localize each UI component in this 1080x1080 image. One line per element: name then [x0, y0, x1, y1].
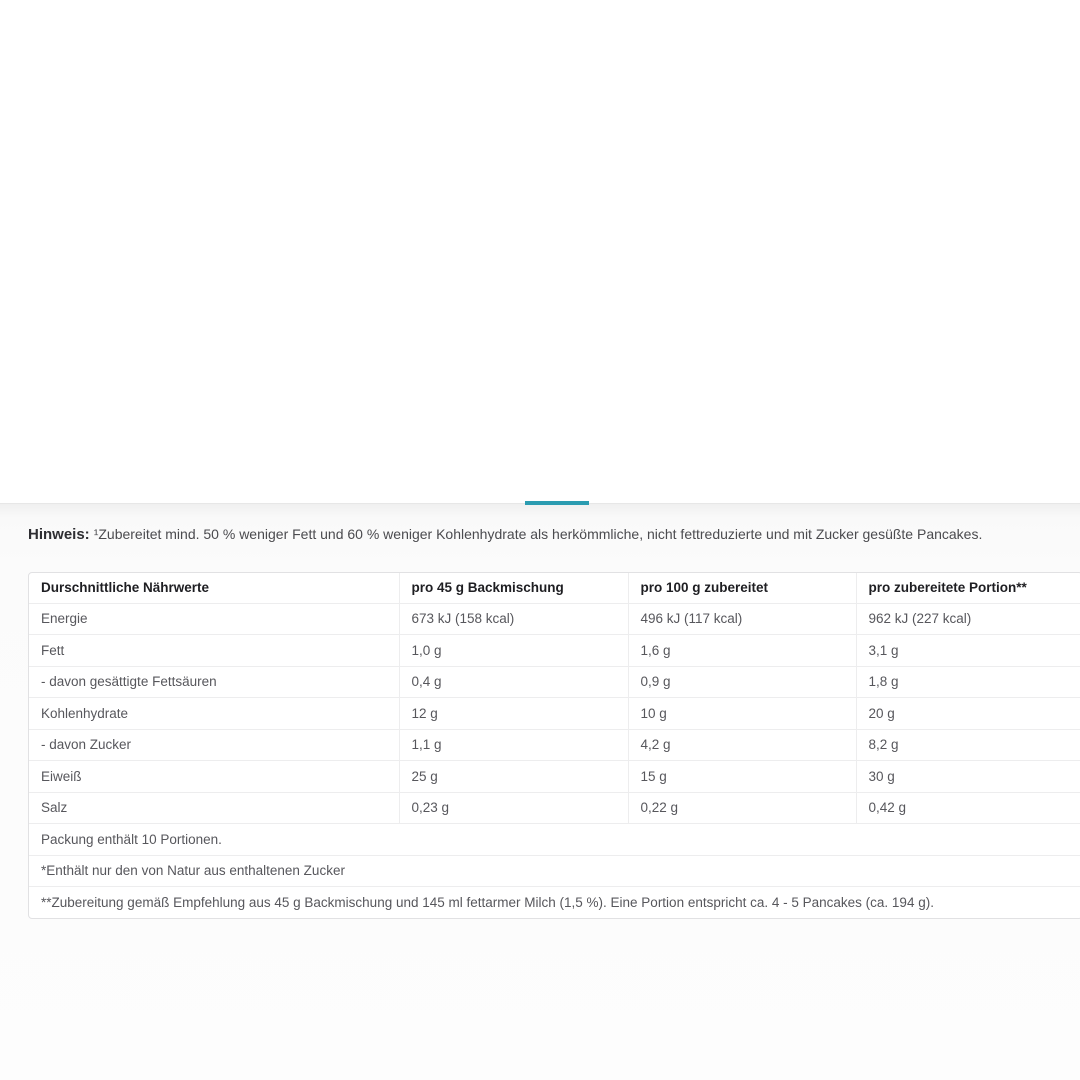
cell-value: 10 g	[628, 698, 856, 730]
cell-value: 1,6 g	[628, 635, 856, 667]
cell-value: 8,2 g	[856, 729, 1080, 761]
col-header-per-100g: pro 100 g zubereitet	[628, 573, 856, 603]
table-row-energie	[29, 603, 1080, 635]
table-footnote-row	[29, 824, 1080, 856]
active-tab-indicator[interactable]	[525, 501, 589, 505]
cell-value: 12 g	[399, 698, 628, 730]
table-footnote-row	[29, 855, 1080, 887]
row-label: Salz	[29, 792, 399, 824]
col-header-per-45g: pro 45 g Backmischung	[399, 573, 628, 603]
footnote-preparation: **Zubereitung gemäß Empfehlung aus 45 g Backmischung und 145 ml fettarmer Milch (1,5 %). Eine Portion entspricht ca. 4 - 5 Pancakes (ca. 194 g).	[41, 895, 934, 910]
hinweis-note	[28, 525, 1058, 544]
cell-value: 20 g	[856, 698, 1080, 730]
table-row-salz	[29, 792, 1080, 824]
row-label: - davon gesättigte Fettsäuren	[29, 666, 399, 698]
hinweis-label: Hinweis:	[28, 526, 90, 543]
cell-value: 0,42 g	[856, 792, 1080, 824]
cell-value: 30 g	[856, 761, 1080, 793]
cell-value: 25 g	[399, 761, 628, 793]
cell-value: 673 kJ (158 kcal)	[399, 603, 628, 635]
col-header-per-portion: pro zubereitete Portion**	[856, 573, 1080, 603]
cell-value: 962 kJ (227 kcal)	[856, 603, 1080, 635]
row-label: Kohlenhydrate	[29, 698, 399, 730]
cell-value: 4,2 g	[628, 729, 856, 761]
nutrition-table-card	[28, 572, 1080, 919]
footnote-portions: Packung enthält 10 Portionen.	[29, 824, 1080, 856]
cell-value: 496 kJ (117 kcal)	[628, 603, 856, 635]
hinweis-text: ¹Zubereitet mind. 50 % weniger Fett und 60 % weniger Kohlenhydrate als herkömmliche, nicht fettreduzierte und mit Zucker gesüßte Pancakes.	[93, 526, 983, 542]
row-label: Energie	[29, 603, 399, 635]
nutrition-table	[29, 573, 1080, 918]
cell-value: 1,0 g	[399, 635, 628, 667]
cell-value: 0,22 g	[628, 792, 856, 824]
cell-value: 1,1 g	[399, 729, 628, 761]
cell-value: 3,1 g	[856, 635, 1080, 667]
col-header-nutrients: Durschnittliche Nährwerte	[29, 573, 399, 603]
table-header-row	[29, 573, 1080, 603]
cell-value: 0,4 g	[399, 666, 628, 698]
table-row-eiweiss	[29, 761, 1080, 793]
table-row-gesaettigte-fettsaeuren	[29, 666, 1080, 698]
row-label: Eiweiß	[29, 761, 399, 793]
row-label: Fett	[29, 635, 399, 667]
table-row-zucker	[29, 729, 1080, 761]
cell-value: 0,9 g	[628, 666, 856, 698]
row-label: - davon Zucker	[29, 729, 399, 761]
footnote-natural-sugar: *Enthält nur den von Natur aus enthaltenen Zucker	[29, 855, 1080, 887]
cell-value: 15 g	[628, 761, 856, 793]
table-row-kohlenhydrate	[29, 698, 1080, 730]
table-row-fett	[29, 635, 1080, 667]
cell-value: 1,8 g	[856, 666, 1080, 698]
product-media-area	[0, 0, 1080, 503]
table-footnote-row	[29, 887, 1080, 919]
cell-value: 0,23 g	[399, 792, 628, 824]
